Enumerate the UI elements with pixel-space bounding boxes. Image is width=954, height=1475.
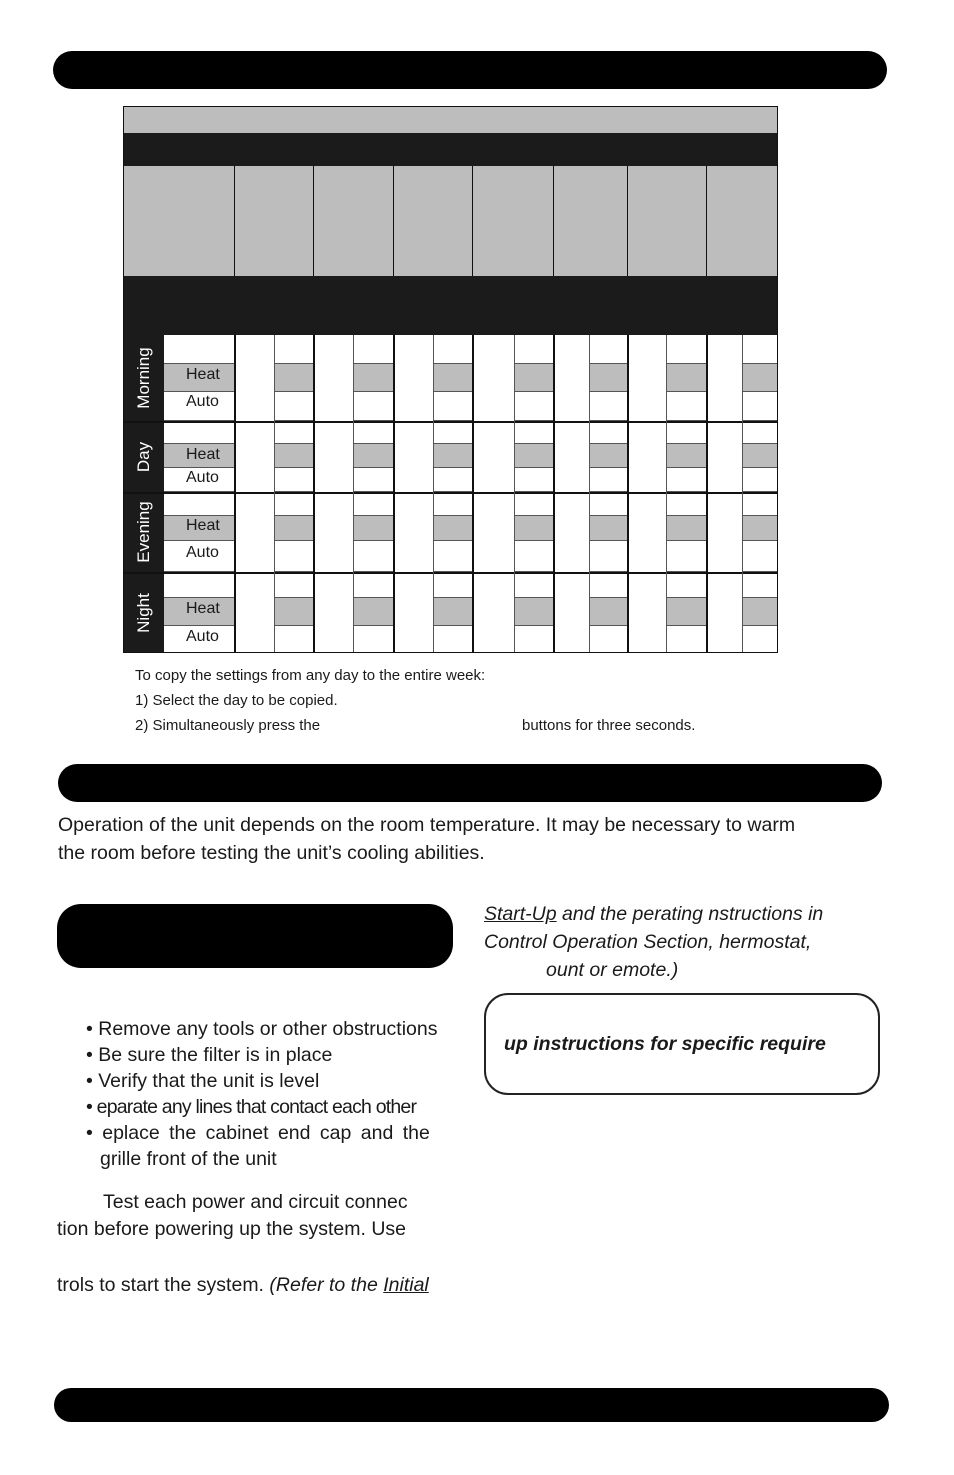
temp-cell	[666, 444, 706, 468]
temp-cell	[433, 468, 472, 492]
operation-line-1: Operation of the unit depends on the room temperature. It may be necessary to warm	[58, 814, 796, 836]
temp-cell	[353, 364, 393, 392]
temp-cell	[274, 572, 313, 598]
temp-cell	[589, 541, 627, 572]
temp-cell	[433, 392, 472, 421]
temp-cell	[742, 364, 778, 392]
temp-cell	[589, 492, 627, 516]
temp-cell	[274, 392, 313, 421]
temp-cell	[742, 421, 778, 444]
temp-cell	[666, 468, 706, 492]
day-column-divider	[313, 335, 315, 653]
temp-cell	[589, 364, 627, 392]
temp-cell	[742, 444, 778, 468]
temp-cell	[353, 335, 393, 364]
temp-cell	[274, 468, 313, 492]
mode-cell	[164, 492, 234, 516]
test-line-1: Test each power and circuit connec	[103, 1191, 408, 1213]
day-column-divider	[393, 335, 395, 653]
day-column-divider	[706, 335, 708, 653]
temp-cell	[514, 492, 553, 516]
test-line-2: tion before powering up the system. Use	[57, 1218, 407, 1240]
day-header-cell	[234, 166, 313, 276]
mode-label-auto: Auto	[186, 469, 219, 486]
day-column-divider	[472, 335, 474, 653]
note-box-text: up instructions for specific require	[504, 1033, 826, 1055]
temp-cell	[742, 516, 778, 541]
temp-cell	[353, 572, 393, 598]
mode-label-auto: Auto	[186, 393, 219, 410]
day-column-divider	[553, 335, 555, 653]
temp-cell	[514, 335, 553, 364]
temp-cell	[433, 492, 472, 516]
day-header-cell	[627, 166, 706, 276]
temp-cell	[589, 598, 627, 626]
temp-cell	[433, 516, 472, 541]
note-box	[484, 993, 880, 1095]
temp-cell	[514, 541, 553, 572]
temp-cell	[514, 598, 553, 626]
schedule-table	[123, 106, 778, 653]
day-header-cell	[472, 166, 553, 276]
checklist-item: • Verify that the unit is level	[86, 1070, 320, 1092]
temp-cell	[353, 626, 393, 653]
operation-line-2: the room before testing the unit’s cooling abilities.	[58, 842, 485, 864]
temp-cell	[514, 392, 553, 421]
temp-cell	[433, 541, 472, 572]
temp-cell	[274, 626, 313, 653]
temp-header-band	[124, 276, 778, 335]
day-header-cell	[393, 166, 472, 276]
temp-cell	[742, 541, 778, 572]
copy-note-line-2: 1) Select the day to be copied.	[135, 692, 338, 709]
temp-cell	[666, 364, 706, 392]
mode-cell	[164, 335, 234, 364]
temp-cell	[666, 541, 706, 572]
temp-cell	[666, 626, 706, 653]
temp-cell	[353, 444, 393, 468]
temp-cell	[666, 598, 706, 626]
temp-cell	[589, 392, 627, 421]
right-line-1: Start-Up and the perating nstructions in	[484, 903, 824, 925]
mode-label-heat: Heat	[186, 446, 220, 463]
checklist-item: • Remove any tools or other obstructions	[86, 1018, 438, 1040]
temp-cell	[742, 626, 778, 653]
temp-cell	[742, 468, 778, 492]
temp-cell	[353, 598, 393, 626]
temp-cell	[433, 335, 472, 364]
checklist-item: grille front of the unit	[100, 1148, 277, 1170]
period-label: Day	[134, 441, 153, 473]
mode-label-auto: Auto	[186, 628, 219, 645]
checklist-item: • eparate any lines that contact each other	[86, 1096, 417, 1118]
day-column-divider	[234, 335, 236, 653]
startup-link[interactable]: Start-Up	[484, 903, 557, 925]
day-header-cell	[706, 166, 778, 276]
temp-cell	[514, 421, 553, 444]
temp-cell	[274, 516, 313, 541]
mode-label-heat: Heat	[186, 366, 220, 383]
temp-cell	[433, 444, 472, 468]
temp-cell	[514, 572, 553, 598]
mode-label-heat: Heat	[186, 600, 220, 617]
temp-cell	[742, 492, 778, 516]
temp-cell	[353, 516, 393, 541]
section-header-bar-middle	[58, 764, 882, 802]
day-column-divider	[627, 335, 629, 653]
temp-cell	[666, 335, 706, 364]
temp-cell	[274, 335, 313, 364]
table-title-bar	[124, 133, 778, 166]
test-line-3: trols to start the system. (Refer to the Initial	[57, 1274, 429, 1296]
table-title-band	[124, 107, 778, 133]
mode-label-heat: Heat	[186, 517, 220, 534]
copy-note-line-1: To copy the settings from any day to the entire week:	[135, 667, 486, 684]
temp-cell	[433, 364, 472, 392]
period-label: Evening	[134, 501, 153, 563]
mode-cell	[164, 572, 234, 598]
temp-cell	[666, 572, 706, 598]
temp-cell	[274, 492, 313, 516]
temp-cell	[666, 492, 706, 516]
temp-cell	[433, 421, 472, 444]
temp-cell	[353, 468, 393, 492]
temp-cell	[274, 444, 313, 468]
copy-note-line-3b: buttons for three seconds.	[522, 717, 696, 734]
right-line-2: Control Operation Section, hermostat,	[484, 931, 812, 953]
temp-cell	[666, 516, 706, 541]
checklist-item: • Be sure the filter is in place	[86, 1044, 333, 1066]
temp-cell	[666, 421, 706, 444]
temp-cell	[353, 541, 393, 572]
table-corner-cell	[124, 166, 234, 276]
temp-cell	[514, 444, 553, 468]
temp-cell	[274, 541, 313, 572]
temp-cell	[353, 421, 393, 444]
temp-cell	[274, 421, 313, 444]
temp-cell	[514, 516, 553, 541]
temp-cell	[589, 421, 627, 444]
temp-cell	[742, 335, 778, 364]
temp-cell	[589, 516, 627, 541]
temp-cell	[433, 626, 472, 653]
temp-cell	[742, 572, 778, 598]
section-header-bar-top	[53, 51, 887, 89]
temp-cell	[589, 572, 627, 598]
temp-cell	[274, 364, 313, 392]
temp-cell	[433, 572, 472, 598]
temp-cell	[514, 468, 553, 492]
day-header-cell	[553, 166, 627, 276]
temp-cell	[742, 598, 778, 626]
period-label: Night	[134, 593, 153, 633]
temp-cell	[742, 392, 778, 421]
period-label: Morning	[134, 347, 153, 409]
temp-cell	[274, 598, 313, 626]
temp-cell	[589, 626, 627, 653]
mode-label-auto: Auto	[186, 544, 219, 561]
temp-cell	[589, 468, 627, 492]
temp-cell	[666, 392, 706, 421]
temp-cell	[433, 598, 472, 626]
temp-cell	[353, 492, 393, 516]
copy-note-line-3a: 2) Simultaneously press the	[135, 717, 321, 734]
temp-cell	[514, 626, 553, 653]
temp-cell	[589, 335, 627, 364]
right-line-3: ount or emote.)	[546, 959, 679, 981]
subsection-heading-pill	[57, 904, 453, 968]
checklist-item: • eplace the cabinet end cap and the	[86, 1122, 430, 1144]
day-header-cell	[313, 166, 393, 276]
section-header-bar-bottom	[54, 1388, 889, 1422]
temp-cell	[589, 444, 627, 468]
mode-cell	[164, 421, 234, 444]
temp-cell	[353, 392, 393, 421]
temp-cell	[514, 364, 553, 392]
